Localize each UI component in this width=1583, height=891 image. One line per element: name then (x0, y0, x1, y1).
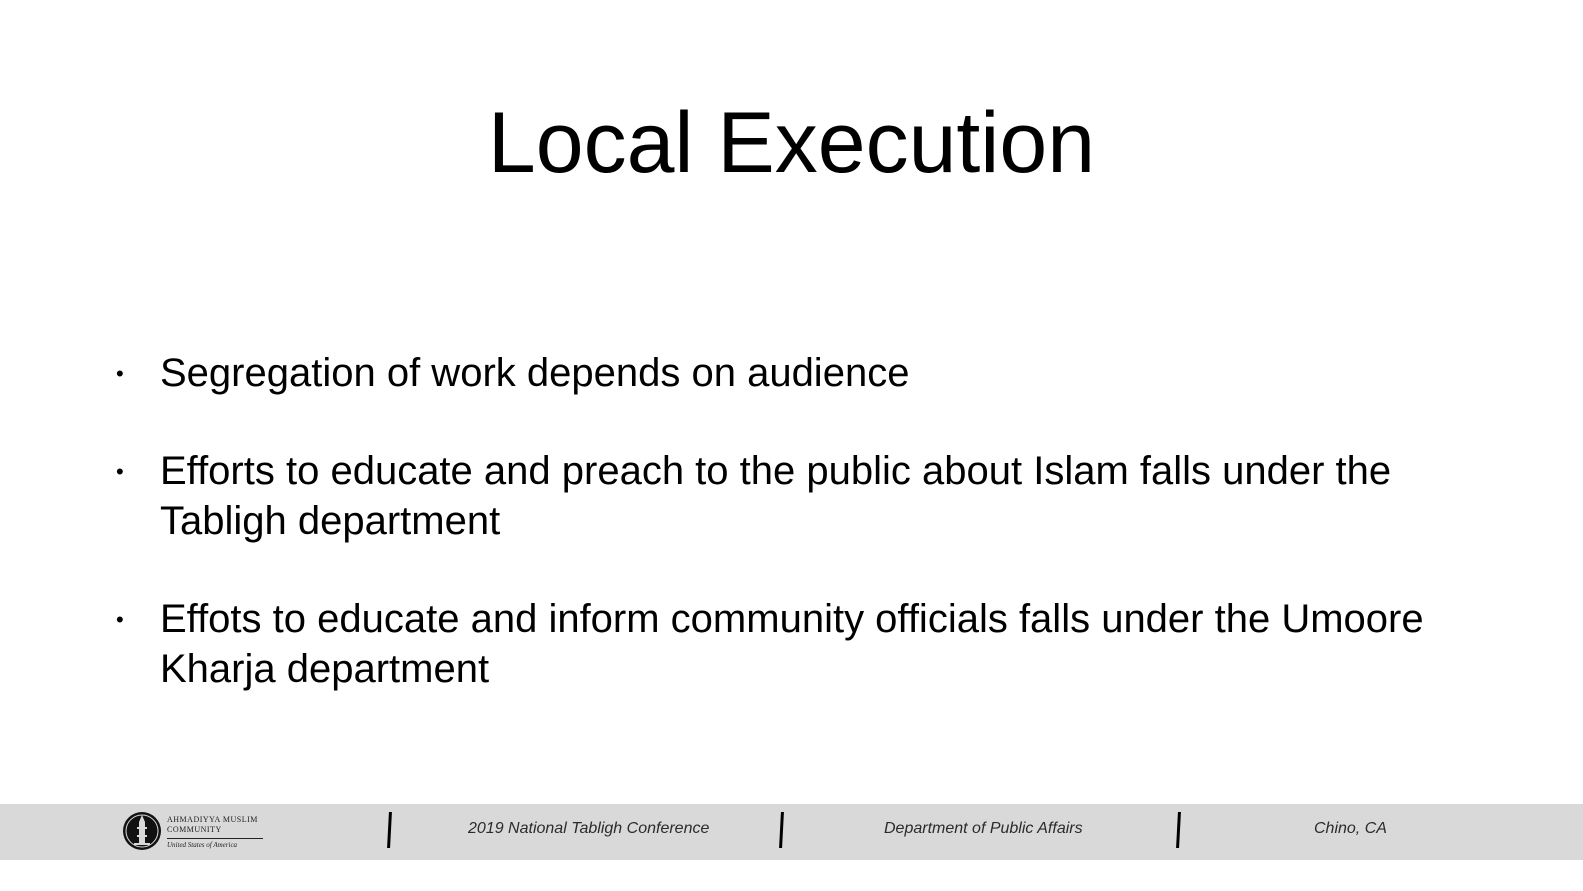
minaret-emblem-icon (121, 810, 163, 852)
bullet-marker: • (116, 607, 124, 632)
logo-text-line2: COMMUNITY (167, 825, 222, 834)
footer-divider (779, 812, 784, 848)
footer-divider (1176, 812, 1181, 848)
logo-text-line1: AHMADIYYA MUSLIM (167, 815, 258, 824)
community-logo (121, 808, 281, 856)
bullet-item (116, 446, 1516, 546)
bullet-item (116, 594, 1516, 694)
bullet-text: Segregation of work depends on audience (160, 351, 910, 395)
bullet-marker: • (116, 361, 124, 386)
bullet-list (116, 348, 1516, 742)
bullet-item (116, 348, 1516, 398)
location-label: Chino, CA (1314, 820, 1387, 837)
bullet-text: Efforts to educate and preach to the public about Islam falls under the Tabligh department (160, 449, 1392, 543)
bullet-text: Effots to educate and inform community officials falls under the Umoore Kharja department (160, 597, 1424, 691)
logo-rule (167, 838, 263, 839)
bullet-marker: • (116, 459, 124, 484)
footer-bar (0, 804, 1583, 860)
slide-title: Local Execution (487, 95, 1096, 191)
footer-divider (387, 812, 392, 848)
conference-label: 2019 National Tabligh Conference (468, 820, 710, 837)
department-label: Department of Public Affairs (884, 820, 1083, 837)
logo-text-line3: United States of America (167, 841, 238, 849)
